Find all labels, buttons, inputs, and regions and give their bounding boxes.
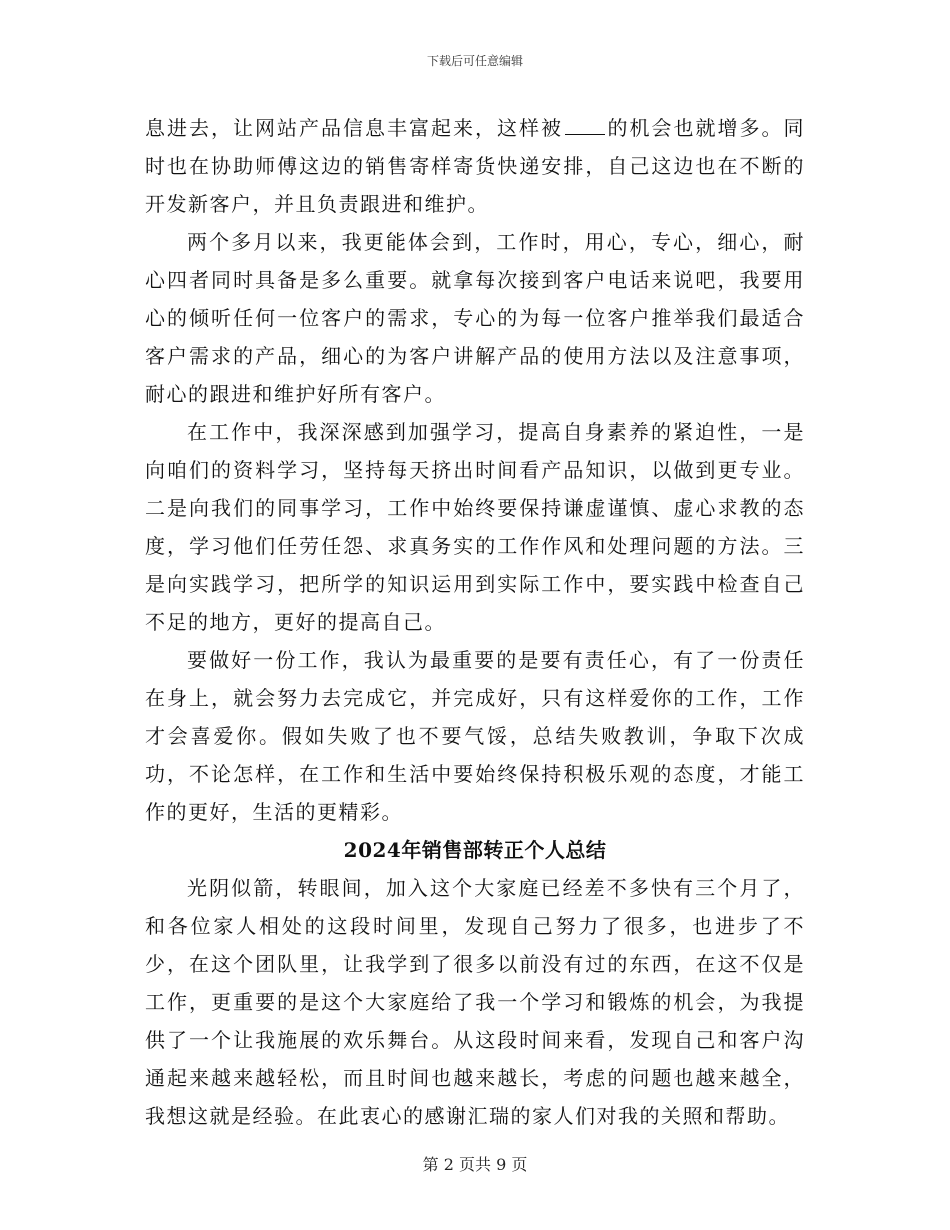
paragraph-attitude: 两个多月以来，我更能体会到，工作时，用心，专心，细心，耐心四者同时具备是多么重要。就拿每次接到客户电话来说吧，我要用心的倾听任何一位客户的需求，专心的为每一位客户推举我们最适合客户需求的产品，细心的为客户讲解产品的使用方法以及注意事项，耐心的跟进和维护好所有客户。 — [145, 230, 805, 406]
paragraph-responsibility: 要做好一份工作，我认为最重要的是要有责任心，有了一份责任在身上，就会努力去完成它，并完成好，只有这样爱你的工作，工作才会喜爱你。假如失败了也不要气馁，总结失败教训，争取下次成功，不论怎样，在工作和生活中要始终保持积极乐观的态度，才能工作的更好，生活的更精彩。 — [145, 648, 805, 824]
paragraph-text: 息进去，让网站产品信息丰富起来，这样被 — [145, 116, 563, 140]
paragraph-summary-intro: 光阴似箭，转眼间，加入这个大家庭已经差不多快有三个月了，和各位家人相处的这段时间里，发现自己努力了很多，也进步了不少，在这个团队里，让我学到了很多以前没有过的东西，在这不仅是工作，更重要的是这个大家庭给了我一个学习和锻炼的机会，为我提供了一个让我施展的欢乐舞台。从这段时间来看，发现自己和客户沟通起来越来越轻松，而且时间也越来越长，考虑的问题也越来越全，我想这就是经验。在此衷心的感谢汇瑞的家人们对我的关照和帮助。 — [145, 876, 805, 1128]
paragraph-text: 的机会也就增多。同时也在协助师傅这边的销售寄样寄货快递安排，自己这边也在不断的开发新客户，并且负责跟进和维护。 — [145, 116, 805, 216]
fill-in-blank — [565, 116, 605, 135]
paragraph-learning: 在工作中，我深深感到加强学习，提高自身素养的紧迫性，一是向咱们的资料学习，坚持每天挤出时间看产品知识，以做到更专业。二是向我们的同事学习，工作中始终要保持谦虚谨慎、虚心求教的态度，学习他们任劳任怨、求真务实的工作作风和处理问题的方法。三是向实践学习，把所学的知识运用到实际工作中，要实践中检查自己不足的地方，更好的提高自己。 — [145, 420, 805, 634]
paragraph-continued — [145, 109, 805, 223]
section-title: 2024年销售部转正个人总结 — [343, 838, 607, 862]
document-body — [145, 109, 805, 1135]
page-number: 第 2 页共 9 页 — [422, 1155, 528, 1174]
page-header: 下载后可任意编辑 — [426, 54, 523, 68]
